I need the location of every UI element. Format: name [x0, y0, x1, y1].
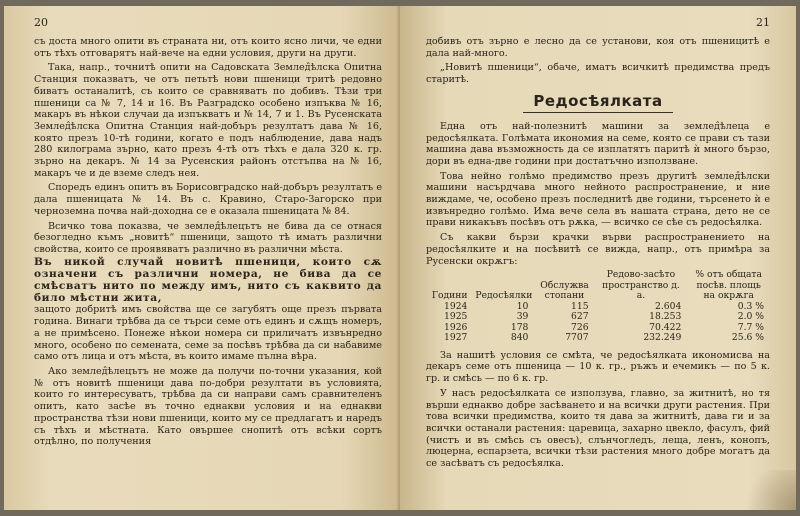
table-cell: 10 — [516, 300, 529, 312]
right-paragraph: Това нейно голѣмо предимство презъ другитѣ землед̂ѣлски машини насърдчава много нейното распространение, и ние виждаме, че, особено презъ последнитѣ две години, търсенето ѝ е извънредно голѣмо. Има вече села въ нашата страна, дето не се прави никакъвъ посѣвъ отъ рѫка, — всичко се сѣе съ редосѣялка. — [426, 170, 770, 229]
left-paragraph: Споредъ единъ опитъ въ Борисовградско най-добъръ резултатъ е дала пшеницата № 14. Въ с. Кравино, Старо-Загорско при черноземна почва най-доходна се е оказала пшеницата № 84. — [34, 182, 382, 217]
table-cell: 1925 — [444, 311, 468, 323]
table-header: Редосѣялки — [475, 290, 533, 302]
table-cell: 7707 — [565, 332, 589, 344]
table-header: % отъ общата посѣв. площь на окрѫга — [695, 269, 762, 302]
table-cell: 115 — [571, 300, 589, 312]
right-paragraph: „Новитѣ пшеници“, обаче, иматъ всичкитѣ предимства предъ старитѣ. — [426, 62, 770, 86]
seeder-statistics-table — [426, 270, 770, 344]
left-paragraph: Всичко това показва, че землед̂ѣлецътъ не бива да се отнася безогледно къмъ „новитѣ“ пшеници, защото тѣ иматъ различни свойства, които се проявяватъ различно въ различни мѣста. — [34, 220, 382, 255]
table-cell: 70.422 — [649, 321, 682, 333]
table-cell: 1926 — [444, 321, 468, 333]
table-cell: 2.0 % — [737, 311, 764, 323]
table-cell: 232.249 — [643, 332, 682, 344]
table-cell: 0.3 % — [737, 300, 764, 312]
table-cell: 7.7 % — [737, 321, 764, 333]
table-cell: 39 — [516, 311, 529, 323]
table-row — [426, 333, 770, 344]
left-emphasis-paragraph: Въ никой случай новитѣ пшеници, които сѫ означени съ различни номера, не бива да се смѣсватъ нито по между имъ, нито съ каквито да било мѣстни жита, — [34, 255, 382, 305]
heading-rule — [523, 112, 673, 113]
table-cell: 1927 — [444, 332, 468, 344]
table-cell: 25.6 % — [731, 332, 764, 344]
right-paragraph: добивъ отъ зърно е лесно да се установи, коя отъ пшеницитѣ е дала най-много. — [426, 36, 770, 59]
book-spread — [4, 6, 796, 510]
left-paragraph: Така, напр., точнитѣ опити на Садовската Землед̂ѣлска Опитна Станция показватъ, че отъ петьтѣ нови пшеници тритѣ редовно биватъ останалитѣ, съ които се сравняватъ по добивъ. Тѣзи три пшеници са № 7, 14 и 16. Въ Разградско особено изпъква № 16, макаръ въ нѣкои случаи да изпъкватъ и № 14, 7 и 1. Въ Русенската Землед̂ѣлска Опитна Станция най-добъръ резултатъ дава № 16, която презъ 10-тѣ години, когато е подъ наблюдение, дава надъ 280 килограма зърно, като презъ 4-тѣ отъ тѣхъ е дала 320 к. гр. зърно на декаръ. № 14 за Русенския районъ отстъпва на № 16, макаръ че и де вземе следъ нея. — [34, 62, 382, 179]
right-paragraph: За нашитѣ условия се смѣта, че редосѣялката икономисва на декаръ семе отъ пшеница — 10 к. гр., ръжъ и ечемикъ — по 5 к. гр. и смѣсь — по 6 к. гр. — [426, 349, 770, 385]
table-header: Редово-засѣто пространство д. а. — [602, 269, 680, 302]
table-row — [426, 302, 770, 313]
left-page-number: 20 — [34, 16, 48, 29]
left-paragraph: защото добритѣ имъ свойства ще се загубятъ още презъ първата година. Винаги трѣбва да се търси семе отъ единъ и сѫщъ номеръ, а не примѣсено. Понеже нѣкои номера си приличатъ извънредно много, особено по семената, семе за посѣвъ трѣбва да си набавиме само отъ лица и отъ мѣста, въ които имаме пълна вѣра. — [34, 304, 382, 363]
table-header: Години — [431, 290, 468, 302]
right-paragraph: Съ какви бързи крачки върви распространението на редосѣялките и на посѣвитѣ се вижда, напр., отъ примѣра за Русенски окрѫгъ: — [426, 232, 770, 267]
left-paragraph: съ доста много опити въ страната ни, отъ които ясно личи, че едни отъ тѣхъ отговарятъ най-вече на едни условия, други на други. — [34, 36, 382, 59]
table-cell: 1924 — [444, 300, 468, 312]
table-cell: 18.253 — [649, 311, 682, 323]
table-cell: 627 — [571, 311, 589, 323]
table-cell: 178 — [510, 321, 529, 333]
table-row — [426, 323, 770, 334]
right-page-number: 21 — [756, 16, 770, 29]
page-corner-shadow — [736, 470, 796, 510]
right-paragraph: У насъ редосѣялката се използува, главно, за житнитѣ, но тя върши еднакво добре засѣването и на всички други растения. При това всички предимства, които тя дава за житнитѣ, дава ги и за всички останали растения: царевица, захарно цвекло, фасулъ, фий (чистъ и въ смѣсь съ овесъ), слънчогледъ, леща, ленъ, конопъ, люцерна, еспарзета, всички тѣзи растения много добре могатъ да се засѣватъ съ редосѣялка. — [426, 387, 770, 470]
table-cell: 840 — [510, 332, 529, 344]
table-cell: 726 — [571, 321, 589, 333]
table-row — [426, 312, 770, 323]
table-header: Обслужва стопани — [540, 279, 589, 302]
section-heading: Редосѣялката — [533, 91, 663, 110]
right-paragraph: Една отъ най-полезнитѣ машини за землед̂ѣлеца е редосѣялката. Голѣмата икономия на семе, която се прави съ тази машина дава възможность да се изплатятъ паритѣ ѝ много бързо, дори въ една-две години при достатъчно използване. — [426, 120, 770, 167]
right-page — [400, 6, 796, 510]
left-paragraph: Ако землед̂ѣлецътъ не може да получи по-точни указания, кой № отъ новитѣ пшеници дава по-добри резултати въ условията, които го интересуватъ, трѣбва да си направи самъ сравнителенъ опитъ, като засѣе въ точно еднакви условия и на еднакви пространства тѣзи нови пшеници, които му се предлагатъ и наредъ съ тѣхъ и мѣстната. Като овършее снопитѣ отъ всѣки сортъ отдѣлно, по получения — [34, 365, 382, 448]
table-cell: 2.604 — [655, 300, 682, 312]
left-page — [4, 6, 400, 510]
